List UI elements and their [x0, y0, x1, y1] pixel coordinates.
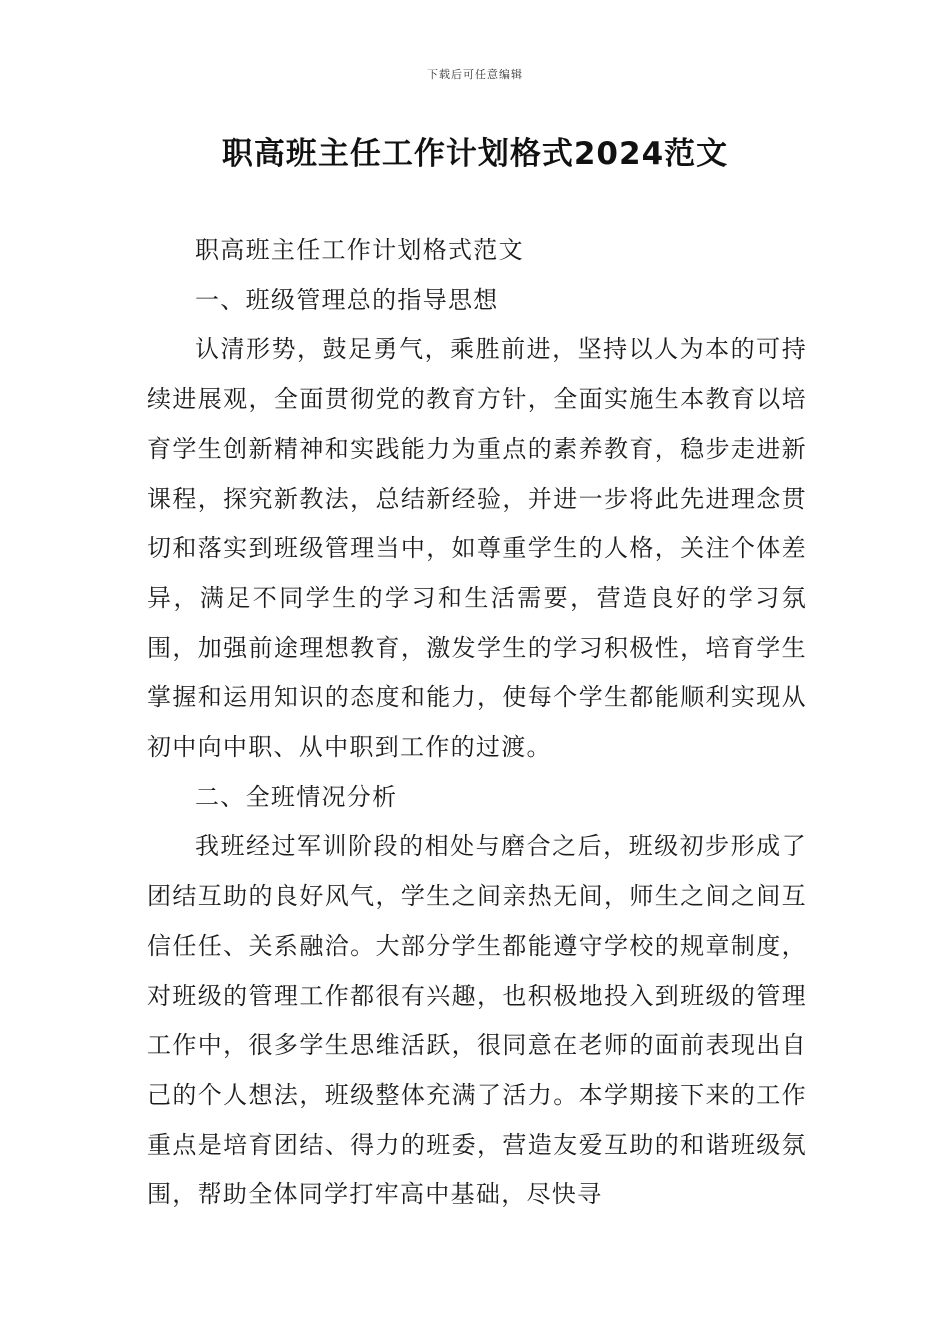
section-heading-1: 一、班级管理总的指导思想	[195, 285, 499, 314]
paragraph-subtitle: 职高班主任工作计划格式范文	[195, 236, 524, 264]
paragraph-class-analysis: 我班经过军训阶段的相处与磨合之后，班级初步形成了团结互助的良好风气，学生之间亲热无间，师生之间之间互信任任、关系融洽。大部分学生都能遵守学校的规章制度，对班级的管理工作都很有兴趣，也积极地投入到班级的管理工作中，很多学生思维活跃，很同意在老师的面前表现出自己的个人想法，班级整体充满了活力。本学期接下来的工作重点是培育团结、得力的班委，营造友爱互助的和谐班级氛围，帮助全体同学打牢高中基础，尽快寻	[147, 832, 807, 1209]
document-body	[147, 226, 807, 1220]
document-title: 职高班主任工作计划格式2024范文	[221, 136, 729, 172]
section-heading-2: 二、全班情况分析	[195, 782, 398, 811]
paragraph-guiding-ideology: 认清形势，鼓足勇气，乘胜前进，坚持以人为本的可持续进展观，全面贯彻党的教育方针，全面实施生本教育以培育学生创新精神和实践能力为重点的素养教育，稳步走进新课程，探究新教法，总结新经验，并进一步将此先进理念贯切和落实到班级管理当中，如尊重学生的人格，关注个体差异，满足不同学生的学习和生活需要，营造良好的学习氛围，加强前途理想教育，激发学生的学习积极性，培育学生掌握和运用知识的态度和能力，使每个学生都能顺利实现从初中向中职、从中职到工作的过渡。	[147, 335, 807, 762]
header-note: 下载后可任意编辑	[427, 68, 523, 81]
